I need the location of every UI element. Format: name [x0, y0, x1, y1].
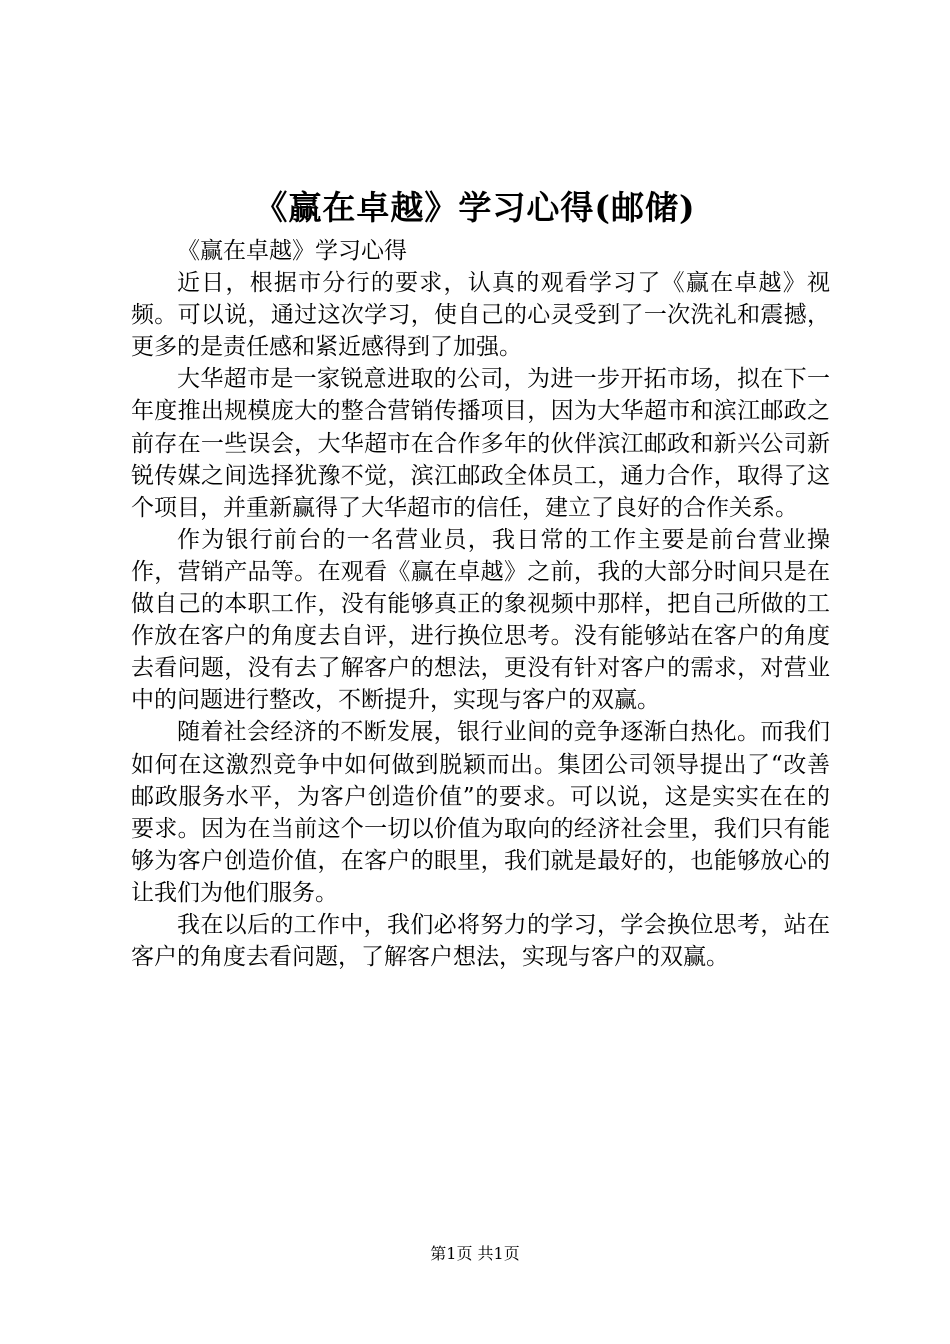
paragraph-conclusion: 我在以后的工作中，我们必将努力的学习，学会换位思考，站在客户的角度去看问题，了解客户想法，实现与客户的双赢。: [131, 911, 830, 971]
document-title: 《赢在卓越》学习心得(邮储): [254, 188, 696, 227]
page-number-footer: 第1页 共1页: [430, 1244, 520, 1263]
paragraph-subtitle: 《赢在卓越》学习心得: [177, 238, 407, 264]
paragraph-case-story: 大华超市是一家锐意进取的公司，为进一步开拓市场，拟在下一年度推出规模庞大的整合营销传播项目，因为大华超市和滨江邮政之前存在一些误会，大华超市在合作多年的伙伴滨江邮政和新兴公司新锐传媒之间选择犹豫不觉，滨江邮政全体员工，通力合作，取得了这个项目，并重新赢得了大华超市的信任，建立了良好的合作关系。: [131, 366, 830, 521]
paragraph-competition: 随着社会经济的不断发展，银行业间的竞争逐渐白热化。而我们如何在这激烈竞争中如何做到脱颖而出。集团公司领导提出了“改善邮政服务水平，为客户创造价值”的要求。可以说，这是实实在在的要求。因为在当前这个一切以价值为取向的经济社会里，我们只有能够为客户创造价值，在客户的眼里，我们就是最好的，也能够放心的让我们为他们服务。: [131, 719, 830, 906]
paragraph-intro: 近日，根据市分行的要求，认真的观看学习了《赢在卓越》视频。可以说，通过这次学习，使自己的心灵受到了一次洗礼和震撼，更多的是责任感和紧近感得到了加强。: [131, 270, 830, 361]
document-body: [131, 235, 830, 973]
paragraph-reflection: 作为银行前台的一名营业员，我日常的工作主要是前台营业操作，营销产品等。在观看《赢在卓越》之前，我的大部分时间只是在做自己的本职工作，没有能够真正的象视频中那样，把自己所做的工作放在客户的角度去自评，进行换位思考。没有能够站在客户的角度去看问题，没有去了解客户的想法，更没有针对客户的需求，对营业中的问题进行整改，不断提升，实现与客户的双赢。: [131, 526, 830, 714]
